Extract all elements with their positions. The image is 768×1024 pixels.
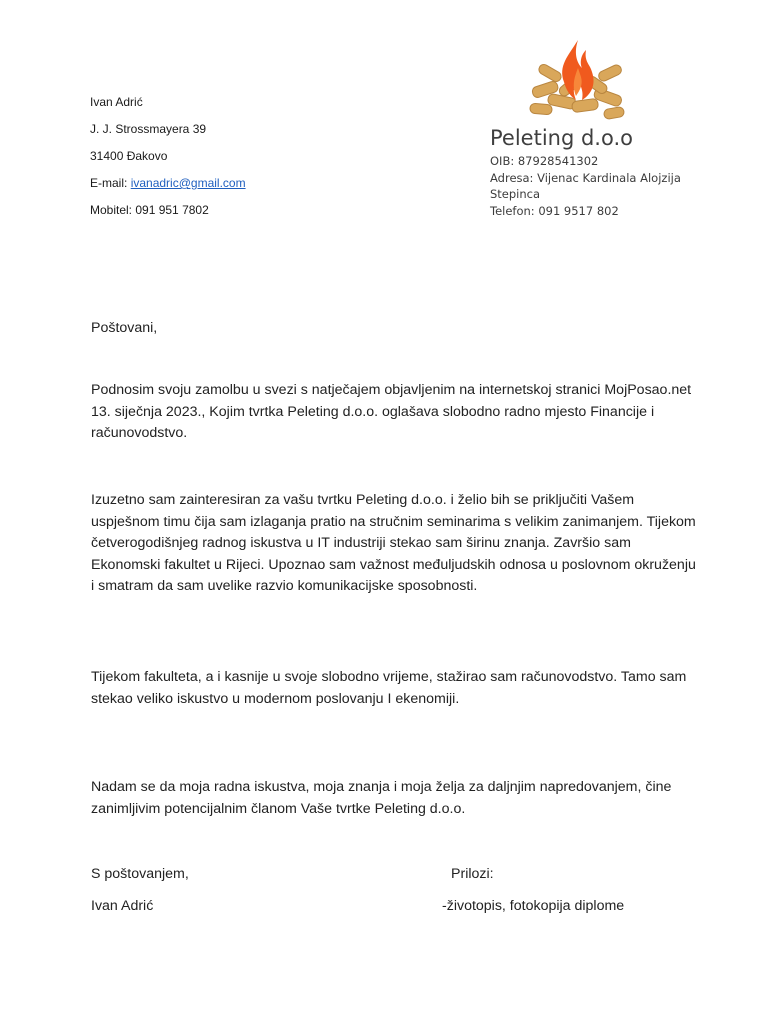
company-phone: Telefon: 091 9517 802 [490,203,619,218]
company-block [490,124,681,219]
company-name: Peleting d.o.o [490,126,633,150]
company-address-1: Adresa: Vijenac Kardinala Alojzija [490,170,681,185]
sender-phone: Mobitel: 091 951 7802 [90,203,209,217]
signature-name: Ivan Adrić [91,898,154,914]
company-oib: OIB: 87928541302 [490,154,599,168]
paragraph-2: Izuzetno sam zainteresiran za vašu tvrtku Peleting d.o.o. i želio bih se priključiti Vašem uspješnom timu čija sam izlaganja pratio na stručnim seminarima s velikim zanimanjem. Tijekom četverogodišnjeg radnog iskustva u IT industriji stekao sam širinu znanja. Završio sam Ekonomski fakultet u Rijeci. Upoznao sam važnost međuljudskih odnosa u poslovnom okruženju i smatram da sam uvelike razvio komunikacijske sposobnosti. [91,492,696,594]
attachments-list: -životopis, fotokopija diplome [442,898,625,914]
paragraph-4: Nadam se da moja radna iskustva, moja znanja i moja želja za daljnjim napredovanjem, čine zanimljivim potencijalnim članom Vaše tvrtke Peleting d.o.o. [91,779,672,817]
sender-city: 31400 Đakovo [90,149,168,163]
sender-street: J. J. Strossmayera 39 [90,122,207,136]
sender-name: Ivan Adrić [90,95,143,109]
paragraph-3: Tijekom fakulteta, a i kasnije u svoje slobodno vrijeme, stažirao sam računovodstvo. Tamo sam stekao veliko iskustvo u modernom poslovanju I ekenomiji. [91,669,687,707]
wood-pellets-fire-logo-icon [528,38,628,122]
closing-phrase: S poštovanjem, [91,866,189,882]
greeting: Poštovani, [91,320,158,336]
sender-email-line [90,175,246,191]
email-link[interactable]: ivanadric@gmail.com [130,176,246,190]
paragraph-1: Podnosim svoju zamolbu u svezi s natječajem objavljenim na internetskoj stranici MojPosao.net 13. siječnja 2023., Kojim tvrtka Peleting d.o.o. oglašava slobodno radno mjesto Financije i računovodstvo. [91,382,692,441]
sender-block [90,94,246,229]
attachments-label: Prilozi: [451,866,494,882]
company-address-2: Stepinca [490,187,541,201]
email-label: E-mail: [90,176,128,190]
